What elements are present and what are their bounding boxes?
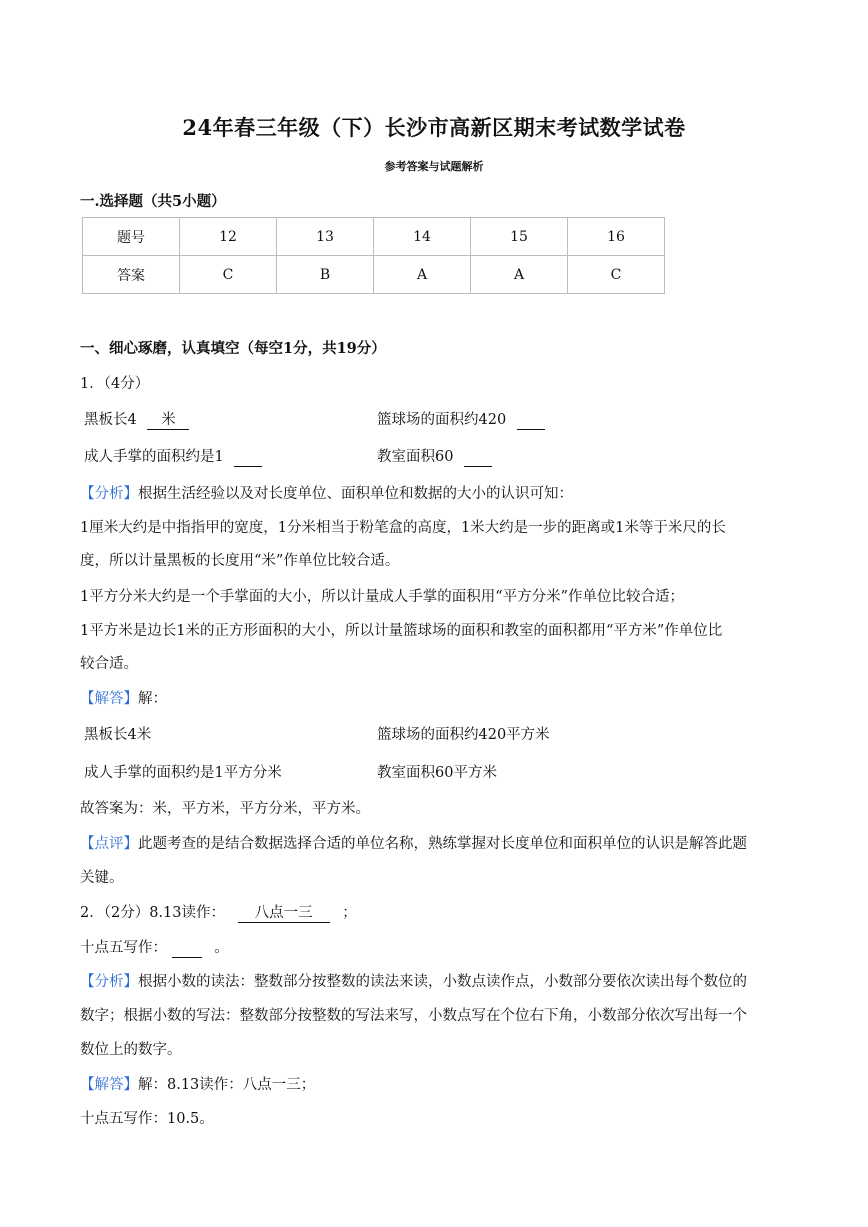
comment-tag: 【点评】	[80, 836, 138, 852]
analysis-text: 1平方分米大约是一个手掌面的大小，所以计量成人手掌的面积用“平方分米”作单位比较合适；	[80, 589, 685, 605]
solution-text: 教室面积60平方米	[377, 765, 497, 781]
analysis-text: 根据生活经验以及对长度单位、面积单位和数据的大小的认识可知：	[138, 486, 573, 502]
analysis-paragraph	[80, 970, 747, 991]
solution-text: 解：8.13读作：八点一三；	[138, 1077, 316, 1093]
question-label: 2．（2分）8.13读作：	[80, 905, 225, 921]
question-row	[84, 408, 189, 430]
conclusion-text: 故答案为：米，平方米，平方分米，平方米。	[80, 801, 370, 817]
question-number-cell: 14	[374, 218, 471, 256]
question-row	[377, 445, 492, 467]
analysis-text: 1平方米是边长1米的正方形面积的大小，所以计量篮球场的面积和教室的面积都用“平方米”作单位比	[80, 623, 723, 639]
answer-table	[82, 217, 665, 294]
answer-blank	[464, 449, 492, 467]
comment-text: 此题考查的是结合数据选择合适的单位名称，熟练掌握对长度单位和面积单位的认识是解答此题	[138, 836, 747, 852]
answer-blank	[517, 412, 545, 430]
question-row	[377, 408, 545, 430]
answer-cell: A	[374, 256, 471, 294]
question-text: 篮球场的面积约420	[377, 412, 507, 428]
analysis-tag: 【分析】	[80, 486, 138, 502]
question-row	[80, 936, 229, 958]
analysis-tag: 【分析】	[80, 974, 138, 990]
comment-paragraph	[80, 832, 747, 853]
answer-cell: C	[180, 256, 277, 294]
answer-cell: C	[568, 256, 665, 294]
answer-cell: B	[277, 256, 374, 294]
solution-tag: 【解答】	[80, 1077, 138, 1093]
analysis-text: 1厘米大约是中指指甲的宽度，1分米相当于粉笔盒的高度，1米大约是一步的距离或1米等于米尺的长	[80, 520, 726, 536]
question-number-cell: 13	[277, 218, 374, 256]
solution-text: 十点五写作：10.5。	[80, 1111, 214, 1127]
question-text: 教室面积60	[377, 449, 454, 465]
answer-blank: 八点一三	[238, 905, 330, 923]
question-row	[84, 445, 262, 467]
question-label: 1．（4分）	[80, 376, 150, 392]
analysis-text: 数字；根据小数的写法：整数部分按整数的写法来写，小数点写在个位右下角，小数部分依次写出每一个	[80, 1008, 747, 1024]
question-row	[80, 901, 357, 923]
analysis-paragraph	[80, 482, 573, 503]
solution-text: 解：	[138, 691, 167, 707]
table-row	[83, 218, 665, 256]
solution-paragraph	[80, 1073, 315, 1094]
page-subtitle: 参考答案与试题解析	[384, 160, 484, 173]
punctuation: ；	[342, 905, 357, 921]
table-header-cell: 题号	[83, 218, 180, 256]
question-text: 黑板长4	[84, 412, 137, 428]
comment-text: 关键。	[80, 870, 124, 886]
section-heading-choice: 一.选择题（共5小题）	[80, 193, 226, 210]
answer-blank	[172, 940, 202, 958]
solution-paragraph	[80, 687, 167, 708]
page-title: 24年春三年级（下）长沙市高新区期末考试数学试卷	[182, 115, 686, 140]
solution-text: 篮球场的面积约420平方米	[377, 727, 550, 743]
question-number-cell: 16	[568, 218, 665, 256]
section-heading-fill: 一、细心琢磨，认真填空（每空1分，共19分）	[80, 340, 386, 357]
solution-text: 成人手掌的面积约是1平方分米	[84, 765, 282, 781]
question-number-cell: 12	[180, 218, 277, 256]
analysis-text: 较合适。	[80, 656, 138, 672]
answer-blank	[234, 449, 262, 467]
question-number-cell: 15	[471, 218, 568, 256]
question-text: 成人手掌的面积约是1	[84, 449, 224, 465]
analysis-text: 度，所以计量黑板的长度用“米”作单位比较合适。	[80, 553, 400, 569]
answer-cell: A	[471, 256, 568, 294]
answer-blank: 米	[147, 412, 189, 430]
punctuation: 。	[214, 940, 229, 956]
solution-text: 黑板长4米	[84, 727, 152, 743]
analysis-text: 数位上的数字。	[80, 1042, 182, 1058]
analysis-text: 根据小数的读法：整数部分按整数的读法来读，小数点读作点，小数部分要依次读出每个数位的	[138, 974, 747, 990]
question-text: 十点五写作：	[80, 940, 167, 956]
solution-tag: 【解答】	[80, 691, 138, 707]
table-header-cell: 答案	[83, 256, 180, 294]
table-row	[83, 256, 665, 294]
